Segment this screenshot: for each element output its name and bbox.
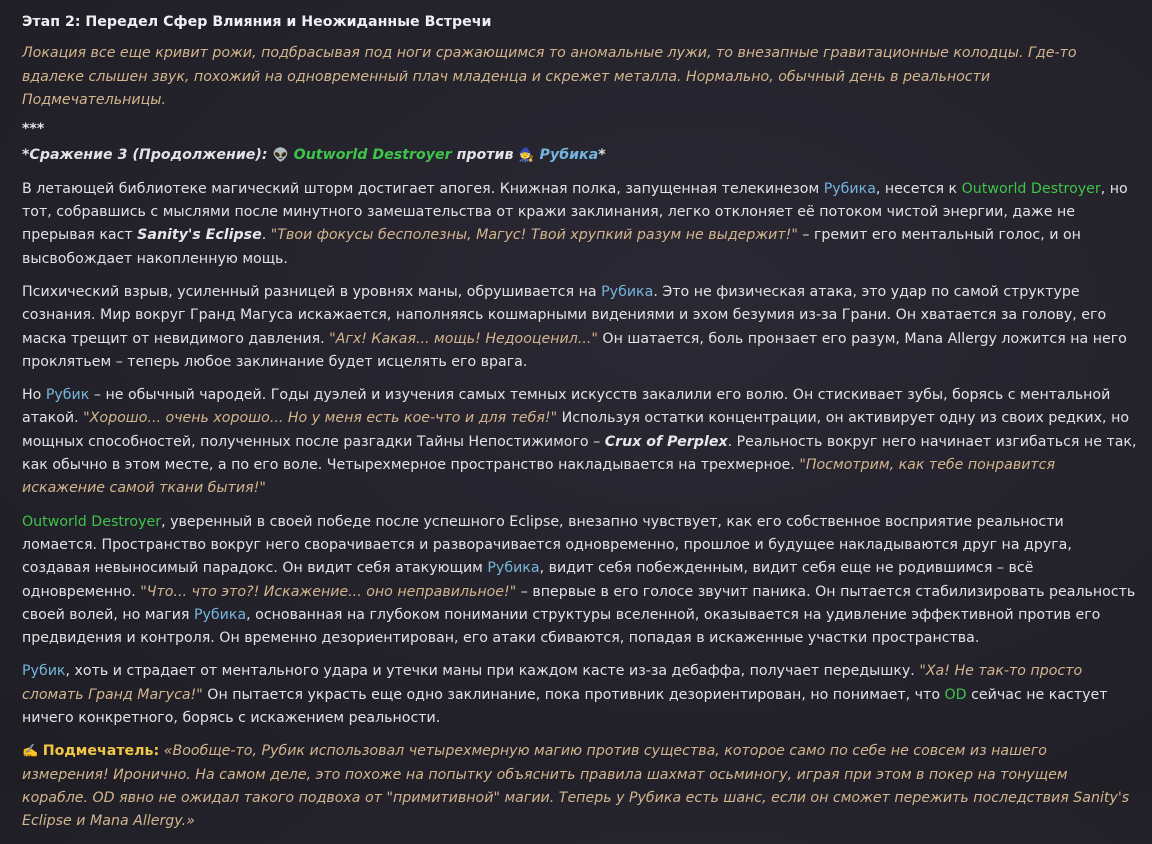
paragraph-1	[22, 178, 1138, 271]
text-run: .	[261, 227, 271, 244]
text-run: . Это не физическая атака, это удар по самой структуре сознания. Мир вокруг Гранд Магуса искажается, наполняясь кошмарными видениями и эхом безумия из-за Грани. Он хватается за голову, его маска трещит от невидимого давления.	[22, 283, 1107, 347]
rubick-name: Рубика	[539, 147, 599, 164]
writing-hand-icon: ✍️	[22, 744, 39, 760]
text-run: – гремит его ментальный голос, и он высвобождает накопленную мощь.	[22, 227, 1081, 267]
paragraph-4	[22, 511, 1138, 651]
text-run: – впервые в его голосе звучит паника. Он пытается стабилизировать реальность своей волей, но магия	[22, 583, 1136, 623]
text-run: Он пытается украсть еще одно заклинание, пока противник дезориентирован, но понимает, что	[202, 686, 945, 703]
text-run: , несется к	[875, 180, 962, 197]
spell-name: Crux of Perplex	[604, 433, 728, 450]
text-run: , хоть и страдает от ментального удара и утечки маны при каждом касте из-за дебаффа, получает передышку.	[65, 663, 920, 680]
rubick-name: Рубика	[601, 283, 654, 300]
quote: "Твои фокусы бесполезны, Магус! Твой хрупкий разум не выдержит!"	[270, 227, 798, 244]
intro-paragraph: Локация все еще кривит рожи, подбрасывая под ноги сражающимся то аномальные лужи, то внезапные гравитационные колодцы. Где-то вдалеке слышен звук, похожий на одновременный плач младенца и скрежет металла. Нормально, обычный день в реальности Подмечательницы.	[22, 45, 1077, 108]
text-run: Психический взрыв, усиленный разницей в уровнях маны, обрушивается на	[22, 283, 602, 300]
text-run: Но	[22, 387, 46, 404]
quote: "Что... что это?! Искажение... оно неправильное!"	[140, 583, 517, 600]
od-name: OD	[944, 686, 967, 703]
battle-label: Сражение 3 (Продолжение):	[29, 147, 268, 164]
battle-prefix: *	[22, 147, 30, 164]
narrator-text: «Вообще-то, Рубик использовал четырехмерную магию против существа, которое само по себе не совсем из нашего измерения! Иронично. На самом деле, это похоже на попытку объяснить правила шахмат осьминогу, играя при этом в покер на тонущем корабле. OD явно не ожидал такого подвоха от "примитивной" магии. Теперь у Рубика есть шанс, если он сможет пережить последствия Sanity's Eclipse и Mana Allergy.»	[22, 743, 1130, 830]
rubick-name: Рубика	[823, 180, 876, 197]
text-run: , видит себя побежденным, видит себя еще не родившимся – всё одновременно.	[22, 560, 1034, 600]
text-run: , уверенный в своей победе после успешного Eclipse, внезапно чувствует, как его собственное восприятие реальности ломается. Пространство вокруг него сворачивается и разворачивается одновременно, прошлое и будущее накладываются друг на друга, создавая невыносимый парадокс. Он видит себя атакующим	[22, 513, 1072, 577]
text-run: Он шатается, боль пронзает его разум, Mana Allergy ложится на него проклятьем – теперь любое заклинание будет исцелять его врага.	[22, 330, 1127, 370]
story-document	[22, 11, 1138, 844]
wizard-icon: 🧙	[518, 148, 535, 164]
rubick-name: Рубика	[487, 560, 540, 577]
narrator-name: Подмечатель:	[42, 743, 160, 760]
alien-icon: 👽	[272, 148, 289, 164]
text-run: , основанная на глубоком понимании структуры вселенной, оказывается на удивление эффективной против его предвидения и контроля. Он временно дезориентирован, его атаки сбиваются, попадая в искаженные участки пространства.	[22, 606, 1101, 647]
battle-heading	[22, 144, 1138, 167]
text-run: – не обычный чародей. Годы дуэлей и изучения самых темных искусств закалили его волю. Он стискивает зубы, борясь с ментальной атакой.	[22, 387, 1111, 427]
narrator-comment	[22, 740, 1138, 833]
text-run: , но тот, собравшись с мыслями после минутного замешательства от кражи заклинания, легко отклоняет её потоком чистой энергии, даже не прерывая каст	[22, 180, 1128, 244]
quote: "Хорошо... очень хорошо... Но у меня есть кое-что и для тебя!"	[83, 410, 558, 427]
quote: "Ха! Не так-то просто сломать Гранд Магуса!"	[22, 663, 1083, 703]
battle-suffix: *	[598, 147, 606, 164]
versus-text: против	[456, 147, 514, 164]
paragraph-5	[22, 660, 1138, 730]
rubick-name: Рубик	[45, 387, 90, 404]
quote: "Посмотрим, как тебе понравится искажение самой ткани бытия!"	[22, 457, 1056, 497]
quote: "Агх! Какая... мощь! Недооценил..."	[329, 330, 598, 347]
section-separator: ***	[22, 121, 45, 138]
stage-title: Этап 2: Передел Сфер Влияния и Неожиданные Встречи	[22, 14, 492, 30]
text-run: сейчас не кастует ничего конкретного, борясь с искажением реальности.	[22, 686, 1108, 727]
rubick-name: Рубика	[193, 606, 247, 623]
text-run: . Реальность вокруг него начинает изгибаться не так, как обычно в этом месте, а по его воле. Четырехмерное пространство накладывается на трехмерное.	[22, 433, 1137, 474]
text-run: Используя остатки концентрации, он активирует одну из своих редких, но мощных способностей, полученных после разгадки Тайны Непостижимого –	[22, 410, 1130, 450]
od-name: Outworld Destroyer	[22, 513, 162, 530]
od-name: Outworld Destroyer	[961, 180, 1101, 197]
text-run: В летающей библиотеке магический шторм достигает апогея. Книжная полка, запущенная телекинезом	[22, 180, 824, 197]
rubick-name: Рубик	[22, 663, 66, 680]
paragraph-3	[22, 384, 1138, 500]
paragraph-2	[22, 281, 1138, 374]
spell-name: Sanity's Eclipse	[137, 227, 262, 244]
od-name: Outworld Destroyer	[293, 147, 452, 164]
